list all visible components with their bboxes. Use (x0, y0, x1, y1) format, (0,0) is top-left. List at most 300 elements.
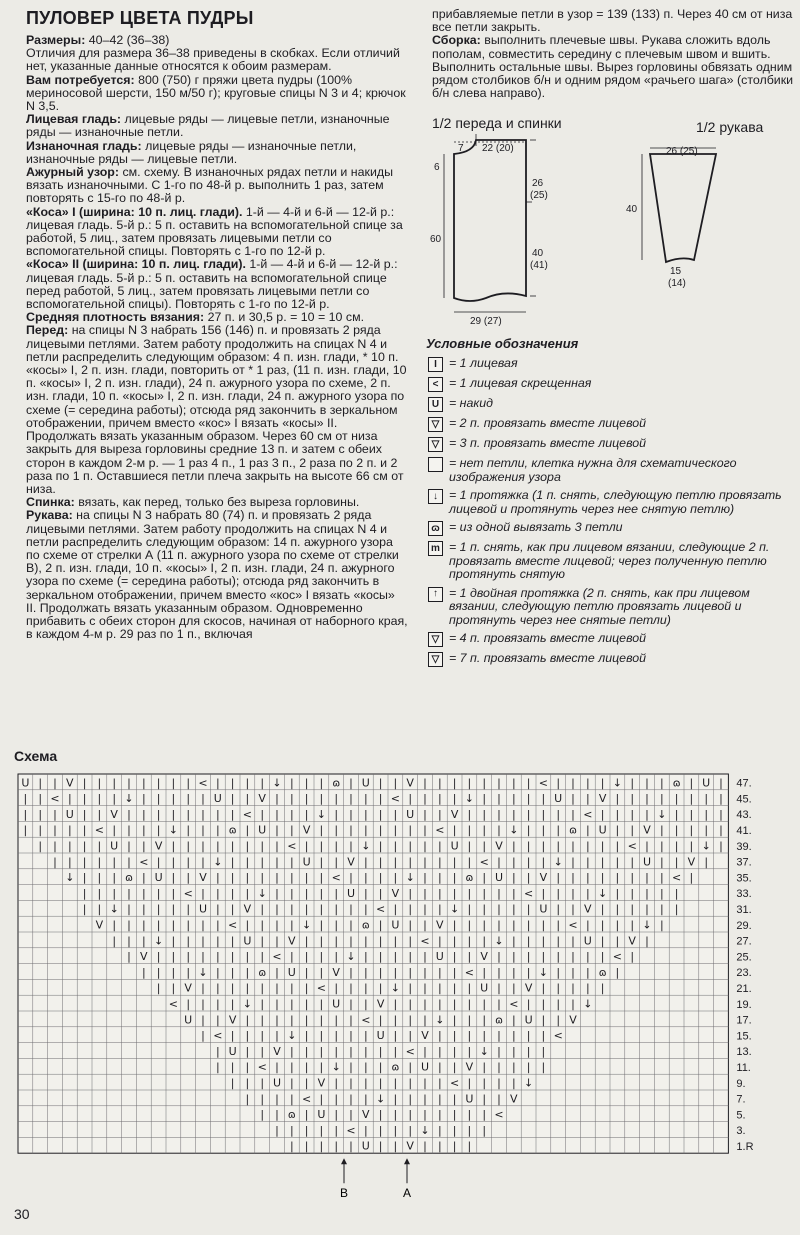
stitch-symbol: < (553, 1029, 563, 1043)
k4tog-icon: ▽ (428, 632, 443, 647)
stitch-symbol: < (94, 823, 105, 837)
stitch-symbol: | (600, 902, 605, 916)
stitch-symbol: | (526, 776, 531, 790)
stitch-symbol: ↓ (316, 807, 327, 821)
stitch-symbol: | (511, 871, 516, 885)
row-label: 19. (736, 998, 752, 1011)
stitch-symbol: | (319, 997, 324, 1011)
stitch-symbol: | (97, 807, 102, 821)
paragraph-text: прибавляемые петли в узор = 139 (133) п. Через 40 см от низа все петли закрыть. (432, 7, 793, 35)
front-back-shape (454, 140, 526, 301)
stitch-symbol: | (171, 886, 176, 900)
stitch-symbol: | (82, 792, 87, 806)
stitch-symbol: | (497, 997, 501, 1011)
row-label: 15. (736, 1030, 752, 1043)
stitch-symbol: | (467, 934, 472, 948)
stitch-symbol: | (408, 981, 413, 995)
stitch-symbol: | (186, 776, 191, 790)
stitch-symbol: ↓ (597, 886, 608, 900)
stitch-symbol: | (630, 792, 635, 806)
stitch-symbol: < (213, 1029, 223, 1043)
stitch-symbol: | (334, 981, 339, 995)
stitch-symbol: | (423, 839, 427, 853)
stitch-symbol: | (526, 871, 531, 885)
stitch-symbol: | (630, 950, 635, 964)
stitch-symbol: | (201, 934, 205, 948)
stitch-symbol: | (511, 950, 516, 964)
stitch-symbol: | (319, 823, 324, 837)
stitch-symbol: | (53, 807, 57, 821)
paragraph-text: на спицы N 3 набрать 156 (146) п. и провязать 2 ряда лицевыми петлями. Затем работу продолжить на спицах N 4 и петли распределить следующим образом: 4 п. изн. глади, * 10 п. «косы» I, 2 п. изн. глади, повторить от * 1 раз, (11 п. изн. глади, 10 п. «косы» I, 2 п. изн. глади), 24 п. ажурного узора по схеме, 2 п. изн. глади, 10 п. «косы» I, 2 п. изн. глади, 24 п. ажурного узора по схеме (= середина работы); отсюда ряд закончить в зеркальном отображении, причем вместо «кос» I вязать «косы» II. Продолжать вязать указанным образом. Через 60 см от низа закрыть для выреза горловины средние 13 п. и затем с обеих сторон в каждом 2-м р. — 1 раз 4 п., 1 раз 3 п., 2 раза по 2 п. и 2 раза по 1 п. Оставшиеся петли плеча закрыть на высоте 66 см от низа. (26, 323, 407, 496)
stitch-symbol: | (289, 886, 294, 900)
stitch-symbol: | (556, 776, 561, 790)
stitch-symbol: | (334, 1092, 339, 1106)
stitch-symbol: V (510, 1092, 518, 1106)
stitch-symbol: ɷ (598, 965, 607, 979)
stitch-symbol: ↓ (553, 855, 563, 869)
stitch-symbol: | (245, 839, 250, 853)
stitch-symbol: | (304, 1013, 309, 1027)
stitch-symbol: | (600, 855, 605, 869)
stitch-symbol: < (509, 997, 519, 1011)
stitch-symbol: | (511, 839, 516, 853)
stitch-symbol: | (526, 1060, 531, 1074)
stitch-symbol: U (332, 997, 341, 1011)
stitch-symbol: V (362, 1108, 370, 1122)
stitch-symbol: | (245, 1013, 250, 1027)
paragraph (26, 47, 408, 73)
stitch-symbol: | (260, 950, 265, 964)
stitch-symbol: | (363, 965, 368, 979)
stitch-symbol: V (376, 997, 385, 1011)
stitch-symbol: | (393, 871, 398, 885)
stitch-symbol: | (201, 886, 205, 900)
legend-item (426, 457, 800, 484)
stitch-symbol: < (449, 1076, 460, 1090)
stitch-symbol: | (260, 1044, 265, 1058)
stitch-symbol: < (331, 871, 341, 885)
stitch-symbol: | (171, 807, 176, 821)
stitch-symbol: V (258, 792, 266, 806)
stitch-symbol: | (215, 871, 220, 885)
stitch-symbol: | (423, 823, 427, 837)
stitch-symbol: | (467, 886, 472, 900)
stitch-symbol: | (497, 918, 501, 932)
stitch-symbol: | (393, 950, 398, 964)
stitch-symbol: | (437, 1060, 442, 1074)
stitch-symbol: | (645, 807, 649, 821)
stitch-symbol: | (556, 902, 561, 916)
k3tog-icon: ▽ (428, 437, 443, 452)
stitch-symbol: | (482, 1076, 487, 1090)
stitch-symbol: | (615, 965, 620, 979)
stitch-symbol: | (423, 965, 427, 979)
stitch-symbol: | (363, 807, 368, 821)
stitch-symbol: | (585, 776, 590, 790)
legend-item (426, 377, 800, 392)
stitch-symbol: | (571, 839, 575, 853)
stitch-symbol: V (628, 934, 636, 948)
stitch-symbol: | (511, 934, 516, 948)
stitch-symbol: | (526, 950, 531, 964)
stitch-symbol: < (361, 1013, 371, 1027)
stitch-symbol: V (302, 823, 311, 837)
stitch-symbol: | (585, 792, 590, 806)
stitch-symbol: | (645, 871, 649, 885)
stitch-symbol: | (689, 871, 694, 885)
stitch-symbol: | (437, 1044, 442, 1058)
stitch-symbol: | (260, 918, 265, 932)
stitch-symbol: | (304, 792, 309, 806)
stitch-symbol: | (423, 1139, 427, 1153)
stitch-symbol: U (539, 902, 548, 916)
stitch-symbol: | (215, 997, 220, 1011)
stitch-symbol: | (541, 997, 546, 1011)
stitch-symbol: | (186, 807, 191, 821)
stitch-symbol: | (201, 839, 205, 853)
legend-text: = 7 п. провязать вместе лицевой (449, 651, 647, 665)
stitch-symbol: | (526, 823, 531, 837)
stitch-symbol: | (275, 981, 279, 995)
legend (426, 336, 800, 672)
stitch-symbol: | (408, 918, 413, 932)
stitch-symbol: < (612, 950, 623, 964)
legend-text: = 2 п. провязать вместе лицевой (449, 416, 647, 430)
stitch-symbol: | (556, 934, 561, 948)
stitch-symbol: | (260, 902, 265, 916)
stitch-symbol: U (554, 792, 563, 806)
stitch-symbol: U (598, 823, 607, 837)
stitch-symbol: | (363, 950, 368, 964)
stitch-symbol: | (363, 997, 368, 1011)
schema-title: Схема (14, 748, 58, 764)
stitch-symbol: | (437, 1029, 442, 1043)
stitch-symbol: | (156, 855, 161, 869)
stitch-symbol: | (215, 776, 220, 790)
stitch-symbol: | (186, 950, 191, 964)
stitch-symbol: ↓ (657, 807, 667, 821)
stitch-symbol: | (526, 1029, 531, 1043)
stitch-symbol: | (97, 792, 102, 806)
stitch-symbol: | (97, 839, 102, 853)
stitch-symbol: | (319, 1123, 324, 1137)
dim-neck-width: 7 (458, 143, 464, 154)
stitch-symbol: | (275, 855, 279, 869)
stitch-symbol: | (201, 807, 205, 821)
stitch-symbol: | (719, 807, 723, 821)
stitch-symbol: | (541, 886, 546, 900)
stitch-symbol: ↓ (390, 981, 401, 995)
stitch-symbol: U (213, 792, 222, 806)
stitch-symbol: | (615, 807, 620, 821)
stitch-symbol: | (378, 839, 383, 853)
stitch-symbol: | (245, 918, 250, 932)
stitch-symbol: ↓ (153, 934, 164, 948)
stitch-symbol: | (363, 823, 368, 837)
front-dimension-labels (430, 143, 548, 327)
stitch-symbol: | (275, 792, 279, 806)
stitch-symbol: | (141, 886, 146, 900)
stitch-symbol: | (275, 902, 279, 916)
paragraph (26, 206, 408, 259)
stitch-symbol: | (275, 965, 279, 979)
stitch-symbol: | (393, 902, 398, 916)
stitch-symbol: | (289, 1139, 294, 1153)
stitch-symbol: V (598, 792, 607, 806)
stitch-symbol: | (112, 855, 117, 869)
stitch-symbol: | (393, 1123, 398, 1137)
stitch-symbol: | (393, 1029, 398, 1043)
stitch-symbol: < (523, 886, 534, 900)
stitch-symbol: | (275, 1060, 279, 1074)
stitch-symbol: ↓ (449, 902, 460, 916)
stitch-symbol: | (615, 918, 620, 932)
stitch-symbol: | (423, 918, 427, 932)
stitch-symbol: ↓ (124, 792, 134, 806)
stitch-symbol: V (391, 886, 400, 900)
stitch-symbol: | (630, 776, 635, 790)
stitch-symbol: | (674, 855, 679, 869)
stitch-symbol: | (215, 981, 220, 995)
stitch-symbol: | (704, 792, 709, 806)
dim-total-height: 60 (430, 234, 442, 245)
stitch-symbol: | (630, 886, 635, 900)
stitch-symbol: ↓ (642, 918, 652, 932)
stitch-symbol: | (571, 871, 575, 885)
stitch-symbol: | (659, 902, 664, 916)
stitch-symbol: | (378, 855, 383, 869)
stitch-symbol: | (437, 1092, 442, 1106)
stitch-symbol: | (230, 886, 235, 900)
stitch-symbol: | (378, 1060, 383, 1074)
stitch-symbol: | (704, 807, 709, 821)
stitch-symbol: | (112, 934, 117, 948)
stitch-symbol: | (423, 981, 427, 995)
stitch-symbol: | (423, 902, 427, 916)
stitch-symbol: | (497, 776, 501, 790)
stitch-symbol: | (408, 1076, 413, 1090)
stitch-symbol: U (450, 839, 459, 853)
stitch-symbol: V (154, 839, 163, 853)
stitch-symbol: | (260, 855, 265, 869)
stitch-symbol: | (689, 792, 694, 806)
stitch-symbol: | (215, 1060, 220, 1074)
stitch-symbol: | (393, 776, 398, 790)
stitch-symbol: | (408, 855, 413, 869)
stitch-symbol: | (230, 934, 235, 948)
stitch-symbol: | (600, 918, 605, 932)
stitch-symbol: | (260, 1092, 265, 1106)
stitch-symbol: | (645, 886, 649, 900)
arrow-a-label: A (402, 1186, 412, 1201)
row-label: 27. (736, 935, 752, 948)
stitch-symbol: | (127, 902, 131, 916)
schematic-svg (426, 112, 800, 332)
stitch-symbol: | (615, 886, 620, 900)
stitch-symbol: V (539, 871, 548, 885)
stitch-symbol: | (408, 839, 413, 853)
stitch-symbol: U (376, 1029, 385, 1043)
stitch-symbol: | (156, 965, 161, 979)
stitch-symbol: | (334, 839, 339, 853)
paragraph-text: см. схему. В изнаночных рядах петли и накиды вязать изнаночными. С 1-го по 48-й р. выполнить 1 раз, затем повторять с 15-го по 48-й р. (26, 165, 394, 206)
stitch-symbol: V (243, 902, 252, 916)
stitch-symbol: | (452, 997, 457, 1011)
stitch-symbol: | (393, 1076, 398, 1090)
stitch-symbol: | (97, 855, 102, 869)
stitch-symbol: | (38, 823, 43, 837)
skpo-icon: ↓ (428, 489, 443, 504)
stitch-symbol: | (289, 1044, 294, 1058)
stitch-symbol: | (511, 918, 516, 932)
stitch-symbol: | (289, 1060, 294, 1074)
stitch-symbol: | (497, 1060, 501, 1074)
stitch-symbol: | (230, 997, 235, 1011)
stitch-symbol: | (260, 871, 265, 885)
stitch-symbol: | (349, 823, 353, 837)
stitch-symbol: | (38, 839, 43, 853)
stitch-symbol: | (289, 918, 294, 932)
stitch-symbol: | (245, 1044, 250, 1058)
stitch-symbol: | (230, 1029, 235, 1043)
stitch-symbol: | (408, 934, 413, 948)
stitch-symbol: | (408, 965, 413, 979)
legend-text: = 1 лицевая (449, 356, 518, 370)
stitch-symbol: | (482, 886, 487, 900)
stitch-symbol: | (260, 1076, 265, 1090)
stitch-symbol: | (215, 886, 220, 900)
stitch-symbol: | (719, 776, 723, 790)
stitch-symbol: | (393, 1108, 398, 1122)
stitch-symbol: | (186, 839, 191, 853)
stitch-symbol: | (378, 823, 383, 837)
stitch-symbol: | (437, 981, 442, 995)
stitch-symbol: | (408, 997, 413, 1011)
stitch-symbol: ↓ (375, 1092, 386, 1106)
paragraph (26, 166, 408, 206)
stitch-symbol: | (363, 1076, 368, 1090)
stitch-symbol: | (171, 981, 176, 995)
stitch-symbol: | (585, 839, 590, 853)
stitch-symbol: | (334, 807, 339, 821)
stitch-symbol: | (571, 807, 575, 821)
dim-sleeve-length: 40 (626, 204, 638, 215)
stitch-symbol: | (467, 1139, 472, 1153)
stitch-symbol: V (406, 1139, 414, 1153)
stitch-symbol: | (437, 1076, 442, 1090)
stitch-symbol: | (171, 871, 176, 885)
stitch-symbol: | (659, 792, 664, 806)
stitch-symbol: | (156, 823, 161, 837)
stitch-symbol: | (82, 839, 87, 853)
front-dimension-lines (444, 134, 536, 312)
stitch-symbol: | (630, 807, 635, 821)
stitch-symbol: < (198, 776, 208, 790)
stitch-symbol: | (482, 871, 487, 885)
page-number: 30 (14, 1206, 30, 1222)
stitch-symbol: | (319, 855, 324, 869)
stitch-symbol: | (334, 1044, 339, 1058)
stitch-symbol: | (630, 902, 635, 916)
row-label: 43. (736, 809, 752, 822)
stitch-symbol: ↓ (494, 934, 504, 948)
stitch-symbol: | (585, 965, 590, 979)
stitch-symbol: U (258, 823, 267, 837)
stitch-symbol: V (110, 807, 118, 821)
stitch-symbol: | (615, 871, 620, 885)
stitch-symbol: | (275, 1123, 279, 1137)
instructions-text (26, 34, 408, 641)
stitch-symbol: | (615, 792, 620, 806)
stitch-symbol: | (112, 776, 117, 790)
legend-item (426, 587, 800, 628)
stitch-symbol: | (689, 823, 694, 837)
stitch-symbol: | (497, 902, 501, 916)
stitch-symbol: | (482, 918, 487, 932)
stitch-symbol: | (82, 776, 87, 790)
stitch-symbol: | (600, 934, 605, 948)
arrow-b-label: B (339, 1186, 349, 1201)
stitch-symbol: | (423, 886, 427, 900)
stitch-symbol: | (423, 1044, 427, 1058)
stitch-symbol: | (511, 1013, 516, 1027)
stitch-symbol: | (334, 823, 339, 837)
stitch-symbol: | (319, 776, 324, 790)
left-column (26, 8, 408, 641)
stitch-symbol: | (615, 823, 620, 837)
paragraph-text: 40–42 (36–38) (85, 33, 170, 47)
paragraph-text: 1-й — 4-й и 6-й — 12-й р.: лицевая гладь. 5-й р.: 5 п. оставить на вспомогательной спице за работой, 5 лиц., затем провязать лицевыми петли со вспомогательной спицы. Повторять с 1-го по 12-й р. (26, 204, 403, 259)
stitch-symbol: | (275, 886, 279, 900)
stitch-symbol: | (141, 776, 146, 790)
pattern-diagrams (426, 112, 800, 332)
stitch-symbol: | (53, 839, 57, 853)
stitch-symbol: | (378, 807, 383, 821)
stitch-symbol: | (260, 1108, 265, 1122)
stitch-symbol: | (349, 839, 353, 853)
stitch-symbol: | (127, 950, 131, 964)
stitch-symbol: | (467, 918, 472, 932)
stitch-symbol: | (319, 1029, 324, 1043)
stitch-symbol: U (228, 1044, 237, 1058)
dim-body-height: 40 (532, 248, 544, 259)
legend-text: = 1 двойная протяжка (2 п. снять, как при лицевом вязании, следующую петлю провязать лицевой и протянуть через нее снятые петли) (449, 585, 750, 627)
stitch-symbol: | (482, 934, 487, 948)
stitch-symbol: | (378, 1076, 383, 1090)
stitch-symbol: | (38, 807, 43, 821)
stitch-symbol: | (156, 918, 161, 932)
paragraph (26, 113, 408, 139)
stitch-symbol: U (287, 965, 296, 979)
stitch-symbol: | (452, 1060, 457, 1074)
stitch-symbol: | (615, 855, 620, 869)
stitch-symbol: | (304, 981, 309, 995)
stitch-symbol: | (482, 1123, 487, 1137)
double-dec-icon: ↑ (428, 587, 443, 602)
stitch-symbol: | (467, 776, 472, 790)
stitch-symbol: | (304, 871, 309, 885)
stitch-symbol: | (556, 871, 561, 885)
stitch-symbol: | (201, 918, 205, 932)
stitch-symbol: | (408, 1013, 413, 1027)
stitch-symbol: U (583, 934, 592, 948)
stitch-symbol: < (583, 807, 593, 821)
stitch-symbol: | (497, 1092, 501, 1106)
stitch-symbol: | (334, 1013, 339, 1027)
stitch-symbol: | (260, 1029, 265, 1043)
paragraph-label: Средняя плотность вязания: (26, 310, 205, 325)
stitch-symbol: ↓ (538, 965, 549, 979)
